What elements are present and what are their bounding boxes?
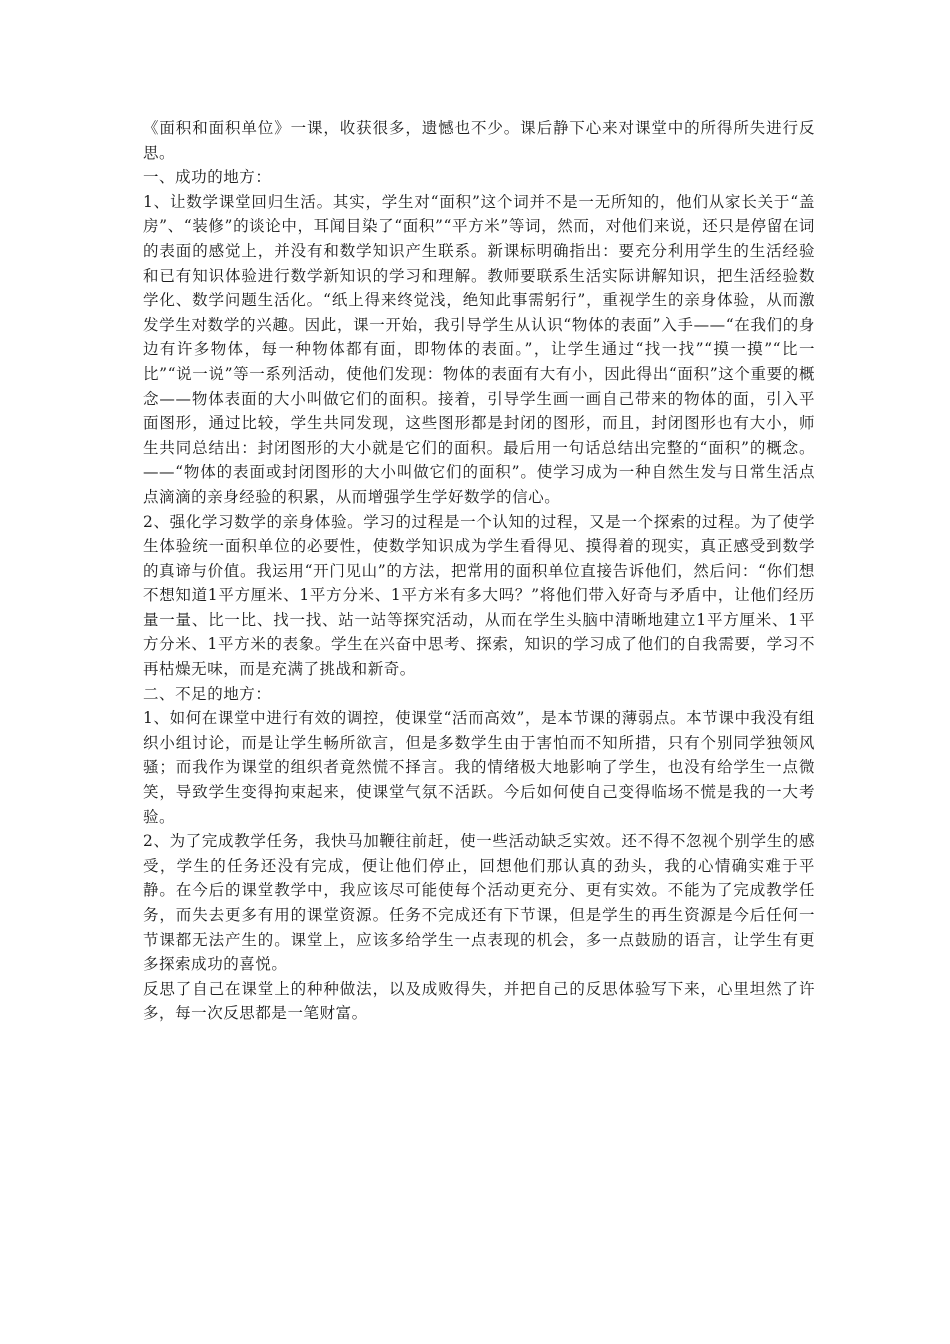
section-heading-success: 一、成功的地方： xyxy=(143,168,272,187)
document-body xyxy=(143,116,815,1026)
success-point-1: 1、让数学课堂回归生活。其实，学生对“面积”这个词并不是一无所知的，他们从家长关于“盖房”、“装修”的谈论中，耳闻目染了“面积”“平方米”等词，然而，对他们来说，还只是停留在词的表面的感觉上，并没有和数学知识产生联系。新课标明确指出：要充分利用学生的生活经验和已有知识体验进行数学新知识的学习和理解。教师要联系生活实际讲解知识，把生活经验数学化、数学问题生活化。“纸上得来终觉浅，绝知此事需躬行”，重视学生的亲身体验，从而激发学生对数学的兴趣。因此，课一开始，我引导学生从认识“物体的表面”入手——“在我们的身边有许多物体，每一种物体都有面，即物体的表面。”，让学生通过“找一找”“摸一摸”“比一比”“说一说”等一系列活动，使他们发现：物体的表面有大有小，因此得出“面积”这个重要的概念——物体表面的大小叫做它们的面积。接着，引导学生画一画自己带来的物体的面，引入平面图形，通过比较，学生共同发现，这些图形都是封闭的图形，而且，封闭图形也有大小，师生共同总结出：封闭图形的大小就是它们的面积。最后用一句话总结出完整的“面积”的概念。——“物体的表面或封闭图形的大小叫做它们的面积”。使学习成为一种自然生发与日常生活点点滴滴的亲身经验的积累，从而增强学生学好数学的信心。 xyxy=(143,192,815,506)
section-heading-shortcomings: 二、不足的地方： xyxy=(143,684,272,703)
closing-paragraph: 反思了自己在课堂上的种种做法，以及成败得失，并把自己的反思体验写下来，心里坦然了许多，每一次反思都是一笔财富。 xyxy=(143,979,815,1023)
shortcoming-point-1: 1、如何在课堂中进行有效的调控，使课堂“活而高效”，是本节课的薄弱点。本节课中我没有组织小组讨论，而是让学生畅所欲言，但是多数学生由于害怕而不知所措，只有个别同学独领风骚；而我作为课堂的组织者竟然慌不择言。我的情绪极大地影响了学生，也没有给学生一点微笑，导致学生变得拘束起来，使课堂气氛不活跃。今后如何使自己变得临场不慌是我的一大考验。 xyxy=(143,709,815,826)
intro-paragraph: 《面积和面积单位》一课，收获很多，遗憾也不少。课后静下心来对课堂中的所得所失进行反思。 xyxy=(143,119,815,162)
success-point-2: 2、强化学习数学的亲身体验。学习的过程是一个认知的过程，又是一个探索的过程。为了使学生体验统一面积单位的必要性，使数学知识成为学生看得见、摸得着的现实，真正感受到数学的真谛与价值。我运用“开门见山”的方法，把常用的面积单位直接告诉他们，然后问：“你们想不想知道1平方厘米、1平方分米、1平方米有多大吗？”将他们带入好奇与矛盾中，让他们经历量一量、比一比、找一找、站一站等探究活动，从而在学生头脑中清晰地建立1平方厘米、1平方分米、1平方米的表象。学生在兴奋中思考、探索，知识的学习成了他们的自我需要，学习不再枯燥无味，而是充满了挑战和新奇。 xyxy=(143,512,815,679)
shortcoming-point-2: 2、为了完成教学任务，我快马加鞭往前赶，使一些活动缺乏实效。还不得不忽视个别学生的感受，学生的任务还没有完成，便让他们停止，回想他们那认真的劲头，我的心情确实难于平静。在今后的课堂教学中，我应该尽可能使每个活动更充分、更有实效。不能为了完成教学任务，而失去更多有用的课堂资源。任务不完成还有下节课，但是学生的再生资源是今后任何一节课都无法产生的。课堂上，应该多给学生一点表现的机会，多一点鼓励的语言，让学生有更多探索成功的喜悦。 xyxy=(143,832,815,974)
